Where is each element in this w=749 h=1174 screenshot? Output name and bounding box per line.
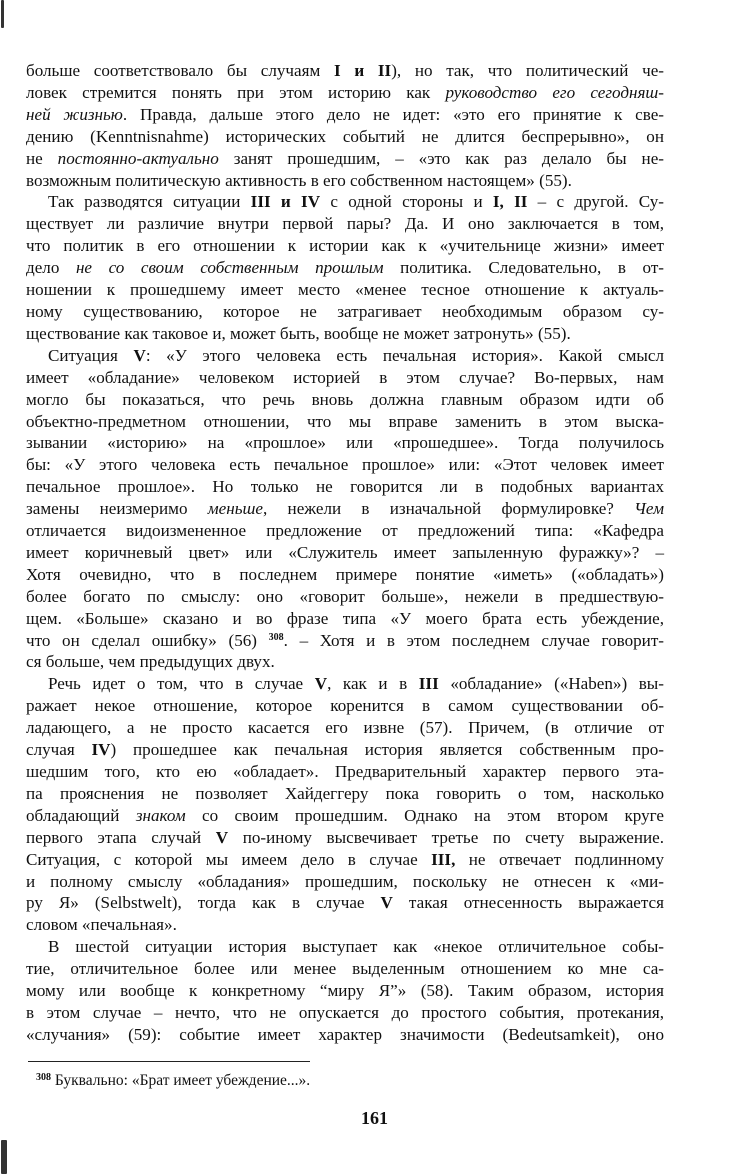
- page-number: 161: [361, 1108, 388, 1128]
- text-line: ному существованию, которое не затрагивает необходимым образом су-: [26, 301, 664, 321]
- scan-edge-mark: [1, 1140, 7, 1174]
- text-line: бы: «У этого человека есть печальное прошлое» или: «Этот человек имеет: [26, 455, 664, 475]
- text-line: ней жизнью. Правда, дальше этого дело не идет: «это его принятие к све-: [26, 104, 664, 124]
- text-line: тие, отличительное более или менее выделенным отношением ко мне са-: [26, 959, 664, 979]
- text-line: мому или вообще к конкретному “миру Я”» (58). Таким образом, история: [26, 981, 664, 1001]
- footnote-text: Буквально: «Брат имеет убеждение...».: [51, 1072, 311, 1089]
- text-line: печальное прошлое». Но только не говорится ли в подобных вариантах: [26, 477, 664, 497]
- text-line: случая IV) прошедшее как печальная история является собственным про-: [26, 740, 664, 760]
- footnote-marker: 308: [36, 1072, 51, 1083]
- text-line: что он сделал ошибку» (56) $^{308}$. – Хотя и в этом последнем случае говорит-: [26, 630, 664, 650]
- text-line: Ситуация V: «У этого человека есть печальная история». Какой смысл: [48, 345, 664, 365]
- text-line: имеет «обладание» человеком историей в этом случае? Во-первых, нам: [26, 367, 664, 387]
- text-line: могло бы показаться, что речь вновь должна главным образом идти об: [26, 389, 664, 409]
- text-line: Так разводятся ситуации III и IV с одной стороны и I, II – с другой. Су-: [48, 192, 664, 212]
- text-line: замены неизмеримо меньше, нежели в изначальной формулировке? Чем: [26, 499, 664, 519]
- text-line: Хотя очевидно, что в последнем примере понятие «иметь» («обладать»): [26, 564, 664, 584]
- text-line: ся больше, чем предыдущих двух.: [26, 652, 275, 672]
- text-line: имеет коричневый цвет» или «Служитель имеет запыленную фуражку»? –: [26, 542, 664, 562]
- text-line: «случания» (59): событие имеет характер значимости (Bedeutsamkeit), оно: [26, 1024, 664, 1044]
- text-line: зывании «историю» на «прошлое» или «прошедшее». Тогда получилось: [26, 433, 664, 453]
- text-line: Ситуация, с которой мы имеем дело в случае III, не отвечает подлинному: [26, 849, 664, 869]
- scan-edge-mark: [1, 0, 4, 28]
- text-line: ловек стремится понять при этом историю как руководство его сегодняш-: [26, 82, 664, 102]
- text-line: и полному смыслу «обладания» прошедшим, поскольку не отнесен к «ми-: [26, 871, 664, 891]
- text-line: В шестой ситуации история выступает как «некое отличительное собы-: [48, 937, 664, 957]
- text-line: что политик в его отношении к истории как к «учительнице жизни» имеет: [26, 236, 664, 256]
- text-line: ществование как таковое и, может быть, вообще не может затронуть» (55).: [26, 323, 571, 343]
- text-line: больше соответствовало бы случаям I и II), но так, что политический че-: [26, 61, 665, 80]
- text-line: дению (Kenntnisnahme) исторических событий не длится беспрерывно», он: [26, 126, 664, 146]
- text-line: ношении к прошедшему имеет место «менее тесное отношение к актуаль-: [26, 280, 664, 300]
- footnote-divider: [28, 1061, 310, 1062]
- main-text: [26, 60, 664, 1046]
- text-line: объектно-предметном отношении, что мы вправе заменить в этом выска-: [26, 411, 664, 431]
- text-line: обладающий знаком со своим прошедшим. Однако на этом втором круге: [26, 805, 664, 825]
- text-line: возможным политическую активность в его собственном настоящем» (55).: [26, 170, 572, 190]
- footnote: [36, 1071, 310, 1091]
- text-line: словом «печальная».: [26, 915, 177, 935]
- text-line: дело не со своим собственным прошлым политика. Следовательно, в от-: [26, 258, 664, 278]
- text-line: ществует ли различие внутри первой пары? Да. И оно заключается в том,: [26, 214, 664, 234]
- text-line: не постоянно-актуально занят прошедшим, – «это как раз делало бы не-: [26, 148, 664, 168]
- text-line: более богато по смыслу: оно «говорит больше», нежели в предшествую-: [26, 586, 664, 606]
- text-line: в этом случае – нечто, что не опускается до простого события, протекания,: [26, 1002, 664, 1022]
- text-line: ру Я» (Selbstwelt), тогда как в случае V такая отнесенность выражается: [26, 893, 664, 913]
- text-line: па прояснения не позволяет Хайдеггеру пока говорить о том, насколько: [26, 783, 664, 803]
- text-line: щем. «Больше» сказано и во фразе типа «У моего брата есть убеждение,: [26, 608, 664, 628]
- footnote-reference[interactable]: 308: [268, 631, 284, 643]
- text-line: первого этапа случай V по-иному высвечивает третье по счету выражение.: [26, 827, 664, 847]
- text-line: ражает некое отношение, которое коренится в самом существовании об-: [26, 696, 664, 716]
- text-line: отличается видоизмененное предложение от предложений типа: «Кафедра: [26, 521, 664, 541]
- text-line: ладающего, а не просто касается его извне (57). Причем, (в отличие от: [26, 718, 664, 738]
- text-line: Речь идет о том, что в случае V, как и в III «обладание» («Haben») вы-: [48, 674, 664, 694]
- text-line: шедшим того, кто ею «обладает». Предварительный характер первого эта-: [26, 762, 664, 781]
